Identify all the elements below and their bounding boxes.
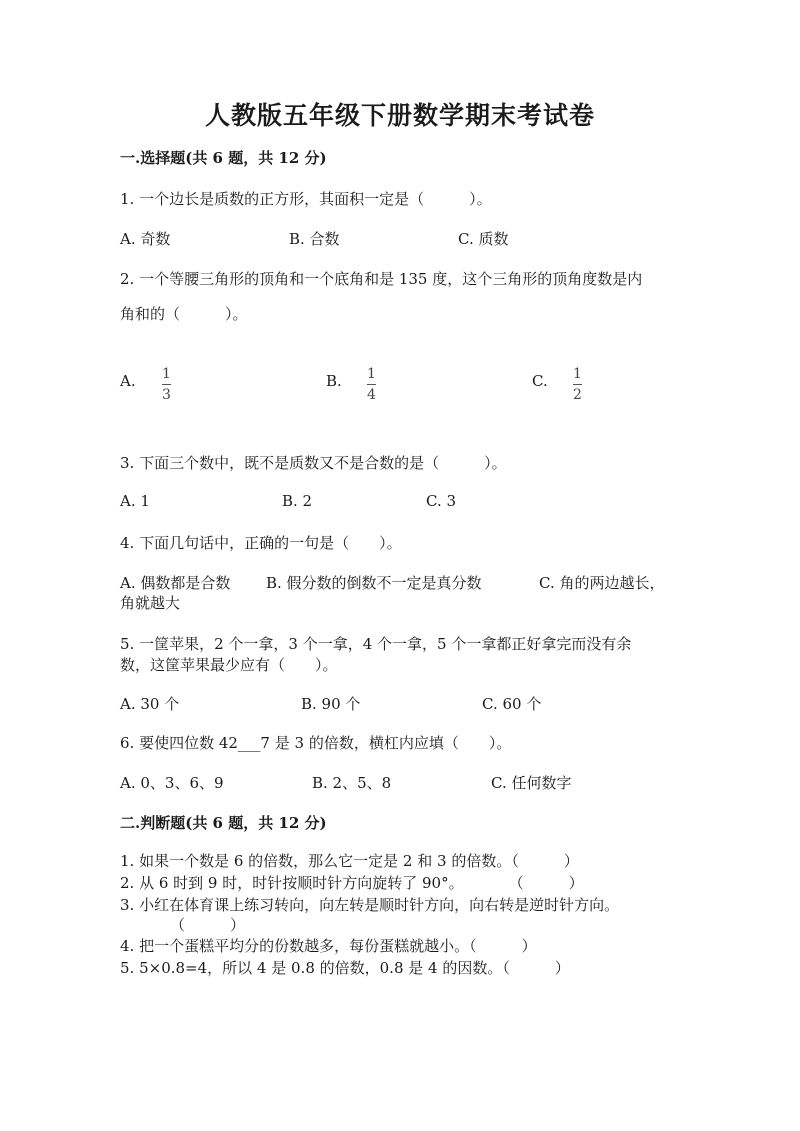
q6-option-c: C. 任何数字	[491, 774, 572, 792]
q5-option-a: A. 30 个	[120, 695, 180, 713]
q5-option-b: B. 90 个	[301, 695, 361, 713]
question-4: 4. 下面几句话中，正确的一句是（ ）。	[120, 534, 402, 552]
q1-option-b: B. 合数	[289, 230, 340, 248]
fraction-numerator: 1	[162, 366, 171, 382]
q2-option-a-fraction	[162, 366, 171, 403]
fraction-denominator: 2	[573, 387, 582, 403]
question-1: 1. 一个边长是质数的正方形，其面积一定是（ ）。	[120, 190, 492, 208]
judgement-item-3: 3. 小红在体育课上练习转向，向左转是顺时针方向，向右转是逆时针方向。	[120, 896, 620, 914]
q1-option-a: A. 奇数	[120, 230, 171, 248]
question-6: 6. 要使四位数 42___7 是 3 的倍数，横杠内应填（ ）。	[120, 734, 512, 752]
fraction-bar	[367, 384, 376, 385]
question-2-line-1: 2. 一个等腰三角形的顶角和一个底角和是 135 度，这个三角形的顶角度数是内	[120, 270, 643, 288]
fraction-denominator: 3	[162, 387, 171, 403]
question-2-line-2: 角和的（ ）。	[120, 305, 248, 323]
q3-option-c: C. 3	[426, 492, 457, 510]
q2-option-b-label: B.	[326, 372, 342, 390]
page-title: 人教版五年级下册数学期末考试卷	[204, 101, 595, 130]
fraction-bar	[162, 384, 171, 385]
judgement-item-5: 5. 5×0.8=4，所以 4 是 0.8 的倍数，0.8 是 4 的因数。（ ）	[120, 959, 570, 977]
fraction-bar	[573, 384, 582, 385]
q4-option-b: B. 假分数的倒数不一定是真分数	[266, 574, 482, 592]
q6-option-a: A. 0、3、6、9	[120, 774, 224, 792]
question-5-line-2: 数，这筐苹果最少应有（ ）。	[120, 656, 338, 674]
judgement-item-1: 1. 如果一个数是 6 的倍数，那么它一定是 2 和 3 的倍数。（ ）	[120, 852, 579, 870]
q2-option-a-label: A.	[120, 372, 136, 390]
q4-option-c: C. 角的两边越长，	[539, 574, 665, 592]
question-5-line-1: 5. 一筐苹果，2 个一拿，3 个一拿，4 个一拿，5 个一拿都正好拿完而没有余	[120, 635, 632, 653]
q6-option-b: B. 2、5、8	[312, 774, 392, 792]
section-heading-choice: 一.选择题(共 6 题，共 12 分)	[120, 149, 327, 167]
judgement-item-2: 2. 从 6 时到 9 时，时针按顺时针方向旋转了 90°。 （ ）	[120, 874, 584, 892]
q4-option-c-continued: 角就越大	[120, 594, 181, 612]
q4-option-a: A. 偶数都是合数	[120, 574, 231, 592]
question-3: 3. 下面三个数中，既不是质数又不是合数的是（ ）。	[120, 454, 507, 472]
q2-option-c-fraction	[573, 366, 582, 403]
section-heading-true-false: 二.判断题(共 6 题，共 12 分)	[120, 814, 327, 832]
fraction-numerator: 1	[367, 366, 376, 382]
fraction-denominator: 4	[367, 387, 376, 403]
q5-option-c: C. 60 个	[482, 695, 542, 713]
q2-option-b-fraction	[367, 366, 376, 403]
q3-option-a: A. 1	[120, 492, 150, 510]
q1-option-c: C. 质数	[458, 230, 509, 248]
q3-option-b: B. 2	[282, 492, 313, 510]
fraction-numerator: 1	[573, 366, 582, 382]
judgement-item-4: 4. 把一个蛋糕平均分的份数越多，每份蛋糕就越小。（ ）	[120, 937, 537, 955]
judgement-item-3-answer-blank: （ ）	[170, 916, 246, 934]
q2-option-c-label: C.	[532, 372, 548, 390]
